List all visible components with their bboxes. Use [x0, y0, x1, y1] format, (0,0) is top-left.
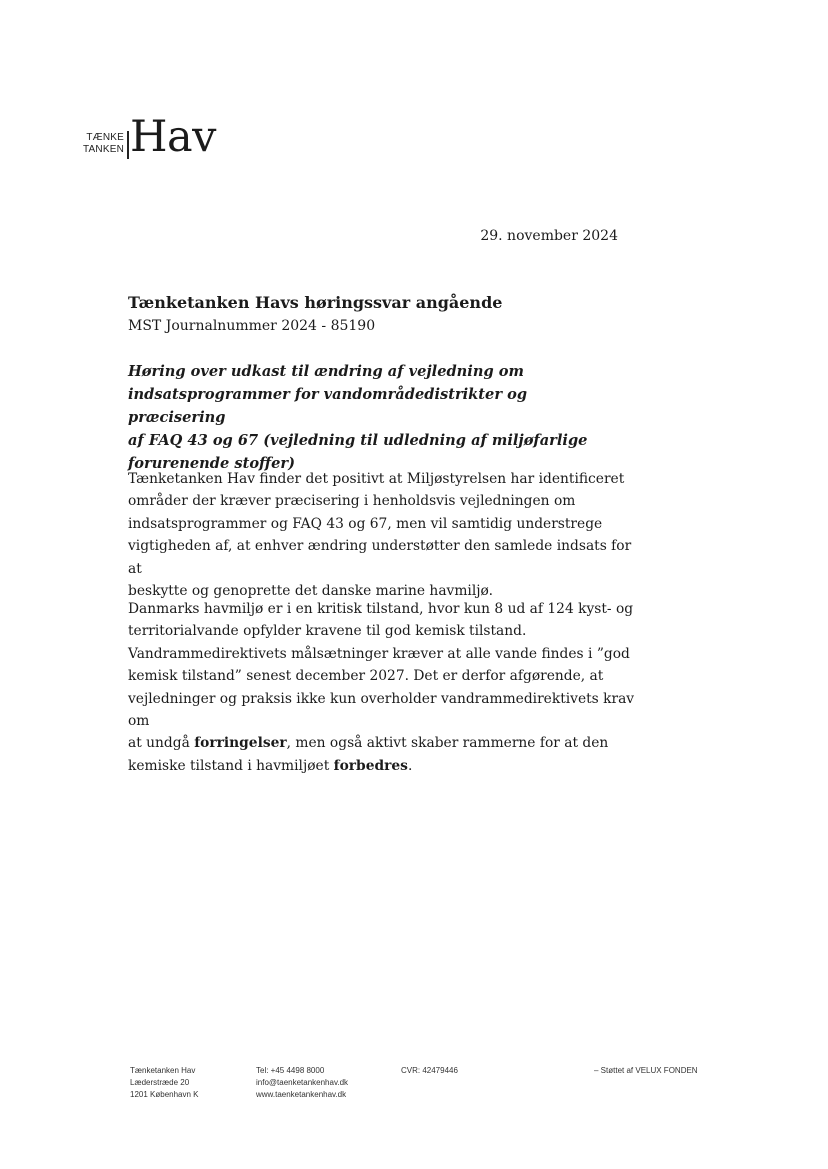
text-span: , men også aktivt skaber rammerne for at den	[286, 735, 609, 752]
logo-line-2: TANKEN	[82, 144, 124, 155]
paragraph-line: Tænketanken Hav finder det positivt at Miljøstyrelsen har identificeret	[128, 471, 625, 487]
footer-contact	[256, 1065, 348, 1101]
paragraph-line: beskytte og genoprette det danske marine havmiljø.	[128, 583, 493, 600]
footer-email: info@taenketankenhav.dk	[256, 1078, 349, 1087]
paragraph-line: territorialvande opfylder kravene til god kemisk tilstand.	[128, 623, 527, 640]
paragraph-line: områder der kræver præcisering i henholdsvis vejledningen om	[128, 493, 576, 510]
emphasis-forbedres: forbedres	[333, 757, 408, 774]
footer-website: www.taenketankenhav.dk	[256, 1090, 347, 1099]
paragraph-line: Vandrammedirektivets målsætninger kræver at alle vande findes i ”god	[128, 645, 630, 662]
journal-number: MST Journalnummer 2024 - 85190	[128, 318, 376, 334]
footer-line: CVR: 42479446	[401, 1066, 458, 1075]
subject-heading	[128, 360, 628, 475]
footer-cvr	[401, 1065, 458, 1077]
paragraph-line: Danmarks havmiljø er i en kritisk tilstand, hvor kun 8 ud af 124 kyst- og	[128, 601, 634, 617]
paragraph-line	[128, 755, 648, 777]
footer-line: – Støttet af VELUX FONDEN	[594, 1066, 698, 1075]
text-span: .	[407, 757, 413, 774]
letter-title: Tænketanken Havs høringssvar angående	[128, 293, 503, 312]
text-span: at undgå	[128, 735, 195, 752]
paragraph-line: kemisk tilstand” senest december 2027. Det er derfor afgørende, at	[128, 668, 604, 685]
text-span: kemiske tilstand i havmiljøet	[128, 757, 334, 774]
subject-line: forurenende stoffer)	[128, 455, 296, 472]
logo-small-text	[76, 132, 124, 156]
emphasis-forringelser: forringelser	[194, 735, 287, 752]
paragraph-1	[128, 468, 648, 602]
footer-line: Tænketanken Hav	[130, 1066, 196, 1075]
paragraph-line: indsatsprogrammer og FAQ 43 og 67, men vil samtidig understrege	[128, 515, 603, 532]
subject-line: indsatsprogrammer for vandområdedistrikter og præcisering	[128, 386, 528, 426]
logo-wordmark: Hav	[130, 112, 216, 162]
footer-phone: Tel: +45 4498 8000	[256, 1066, 325, 1075]
paragraph-line: vigtigheden af, at enhver ændring understøtter den samlede indsats for at	[128, 538, 632, 577]
footer-support	[594, 1065, 698, 1077]
footer-line: Læderstræde 20	[130, 1078, 190, 1087]
subject-line: Høring over udkast til ændring af vejledning om	[128, 363, 524, 380]
letter-date: 29. november 2024	[480, 228, 618, 244]
subject-line: af FAQ 43 og 67 (vejledning til udledning af miljøfarlige	[128, 432, 588, 449]
paragraph-2	[128, 598, 648, 777]
paragraph-line: vejledninger og praksis ikke kun overholder vandrammedirektivets krav om	[128, 690, 635, 730]
logo-divider	[127, 131, 129, 159]
footer-line: 1201 København K	[130, 1090, 199, 1099]
footer-address	[130, 1065, 199, 1101]
paragraph-line	[128, 732, 648, 754]
logo-line-1: TÆNKE	[86, 132, 124, 143]
